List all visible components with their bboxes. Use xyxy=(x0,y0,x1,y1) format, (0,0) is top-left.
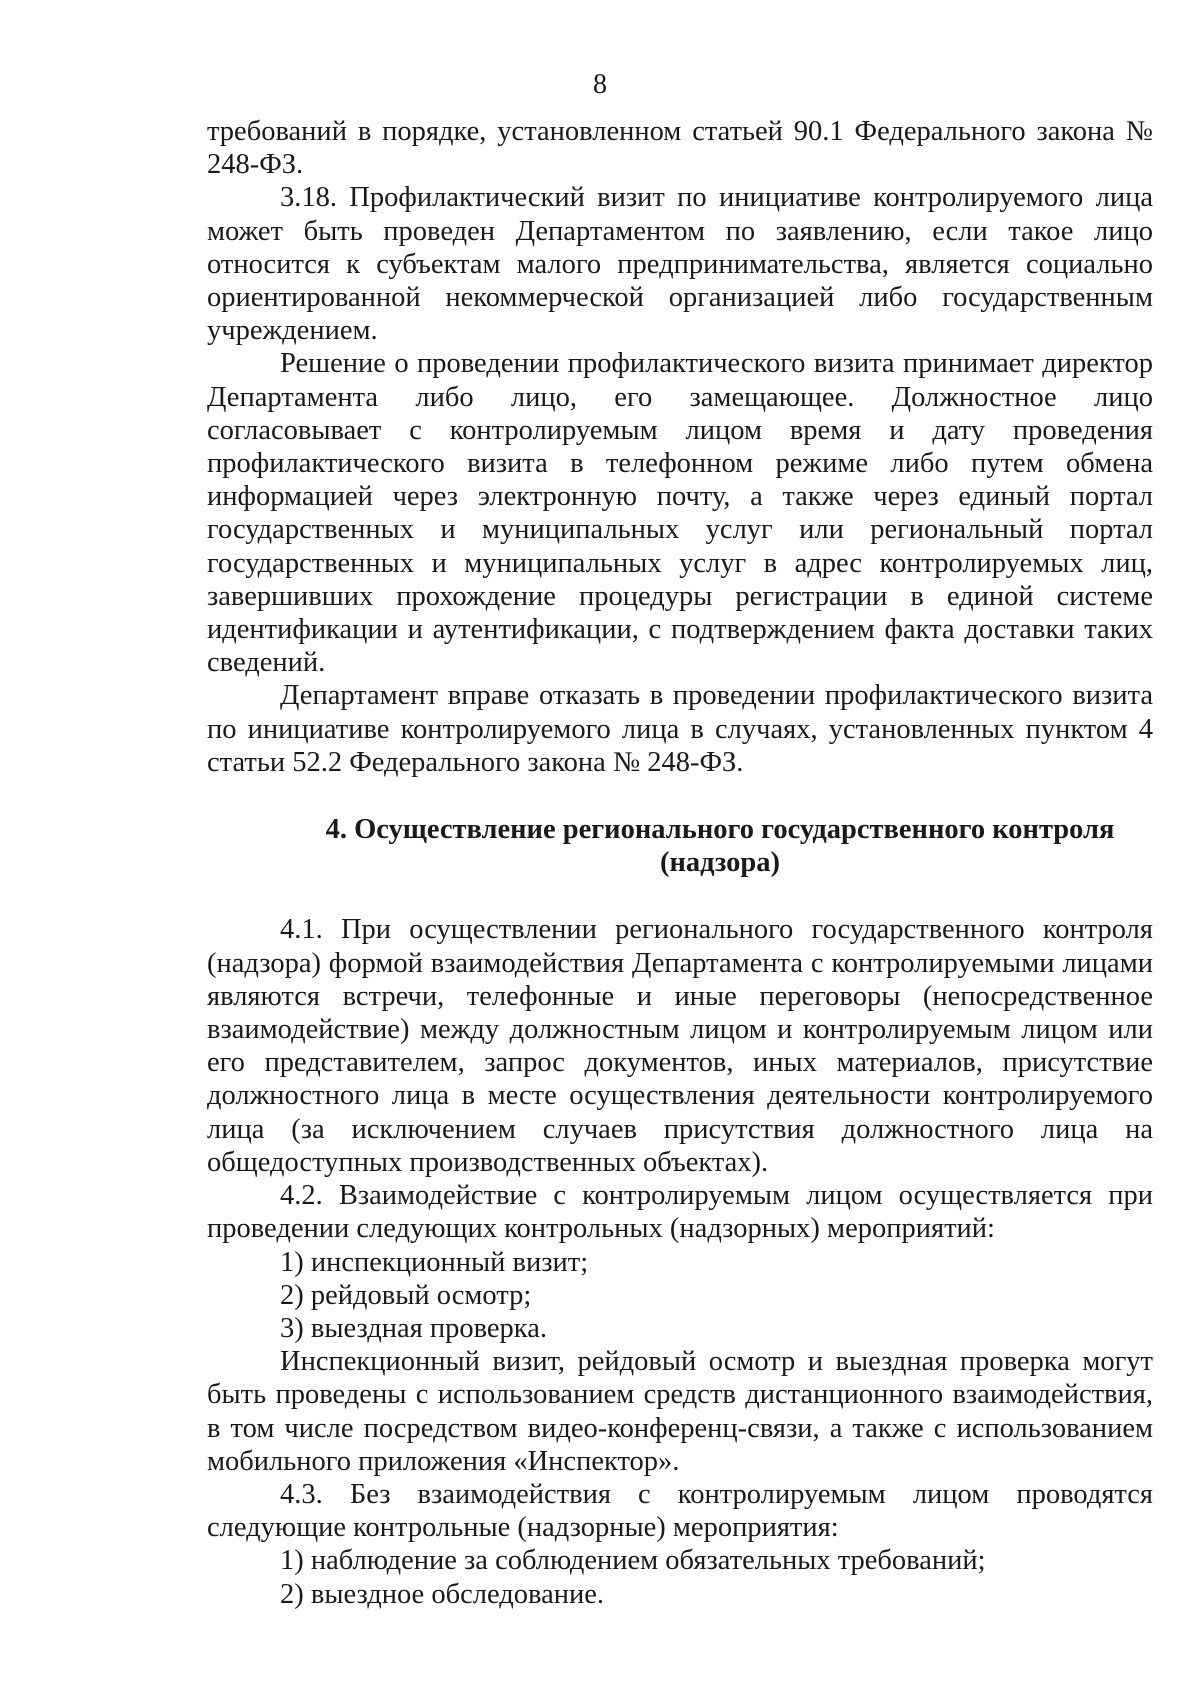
paragraph-4-3: 4.3. Без взаимодействия с контролируемым лицом проводятся следующие контрольные (надзорные) мероприятия: xyxy=(207,1478,1153,1544)
paragraph-visit-decision: Решение о проведении профилактического визита принимает директор Департамента либо лицо, его замещающее. Должностное лицо согласовывает с контролируемым лицом время и дату проведения профилактического визита в телефонном режиме либо путем обмена информацией через электронную почту, а также через единый портал государственных и муниципальных услуг или региональный портал государственных и муниципальных услуг в адрес контролируемых лиц, завершивших прохождение процедуры регистрации в единой системе идентификации и аутентификации, с подтверждением факта доставки таких сведений. xyxy=(207,348,1153,679)
paragraph-3-18: 3.18. Профилактический визит по инициативе контролируемого лица может быть проведен Департаментом по заявлению, если такое лицо относится к субъектам малого предпринимательства, является социально ориентированной некоммерческой организацией либо государственным учреждением. xyxy=(207,182,1153,347)
paragraph-4-1: 4.1. При осуществлении регионального государственного контроля (надзора) формой взаимодействия Департамента с контролируемыми лицами являются встречи, телефонные и иные переговоры (непосредственное взаимодействие) между должностным лицом и контролируемым лицом или его представителем, запрос документов, иных материалов, присутствие должностного лица в месте осуществления деятельности контролируемого лица (за исключением случаев присутствия должностного лица на общедоступных производственных объектах). xyxy=(207,914,1153,1178)
list-item: 2) выездное обследование. xyxy=(280,1578,604,1610)
list-item: 2) рейдовый осмотр; xyxy=(280,1279,532,1311)
paragraph-continuation: требований в порядке, установленном статьей 90.1 Федерального закона № 248-ФЗ. xyxy=(207,116,1153,181)
section-heading-line-1: 4. Осуществление регионального государственного контроля xyxy=(325,814,1115,846)
paragraph-visit-refusal: Департамент вправе отказать в проведении профилактического визита по инициативе контролируемого лица в случаях, установленных пунктом 4 статьи 52.2 Федерального закона № 248-ФЗ. xyxy=(207,680,1153,778)
list-item: 1) инспекционный визит; xyxy=(280,1246,589,1278)
page-number: 8 xyxy=(593,69,607,100)
section-heading xyxy=(207,813,1153,879)
document-body xyxy=(207,115,1153,1611)
list-item: 3) выездная проверка. xyxy=(280,1312,547,1344)
paragraph-4-2: 4.2. Взаимодействие с контролируемым лицом осуществляется при проведении следующих контрольных (надзорных) мероприятий: xyxy=(207,1180,1153,1245)
section-heading-line-2: (надзора) xyxy=(659,847,781,879)
paragraph-remote-interaction: Инспекционный визит, рейдовый осмотр и выездная проверка могут быть проведены с использованием средств дистанционного взаимодействия, в том числе посредством видео-конференц-связи, а также с использованием мобильного приложения «Инспектор». xyxy=(207,1346,1153,1477)
list-item: 1) наблюдение за соблюдением обязательных требований; xyxy=(280,1545,986,1577)
